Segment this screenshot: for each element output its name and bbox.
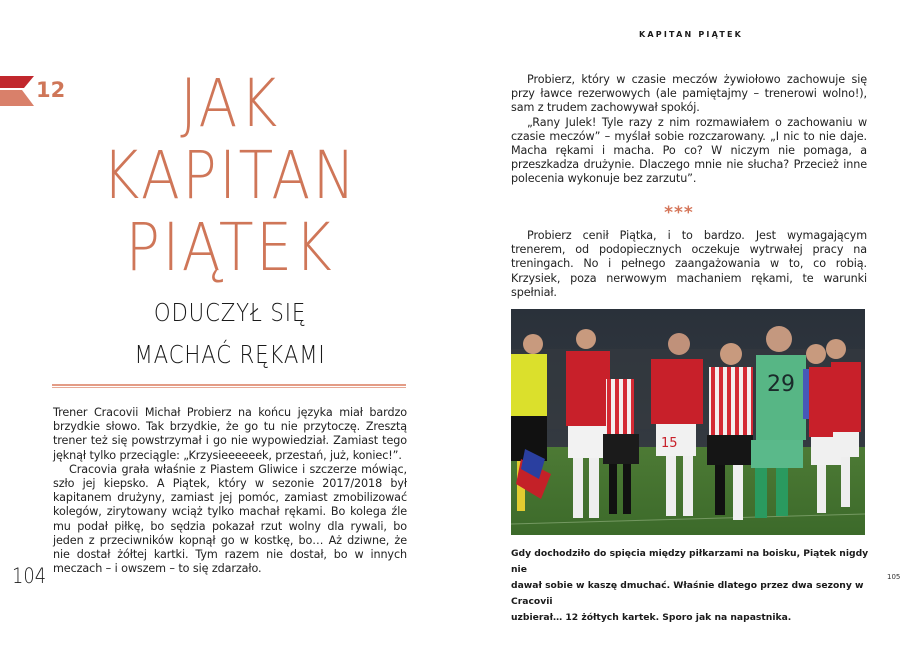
title-line: KAPITAN: [102, 137, 358, 214]
referee-figure: [511, 334, 551, 511]
match-photo: [511, 309, 865, 535]
left-body-text: [53, 406, 407, 576]
section-break: ***: [664, 203, 694, 223]
running-head: KAPITAN PIĄTEK: [639, 30, 744, 39]
jersey-number: 29: [767, 372, 795, 397]
right-body-text-top: [511, 73, 867, 187]
caption-line: Gdy dochodziło do spięcia między piłkarzami na boisku, Piątek nigdy nie: [511, 548, 869, 575]
paragraph: Cracovia grała właśnie z Piastem Gliwice i szczerze mówiąc, szło jej kiepsko. A Piątek, który w sezonie 2017/2018 był kapitanem drużyny, zamiast jej pomóc, zamiast zmobilizować kolegów, zirytowany wciąż tylko machał rękami. Bo kolega źle mu podał piłkę, bo sędzia pokazał rzut wolny dla rywali, bo jeden z przeciwników kopnął go w kostkę, bo… Aż dziwne, że nie dostał żółtej kartki. Tym razem nie dostał, bo w innych meczach – i owszem – to się zdarzało.: [53, 462, 407, 576]
caption-line: dawał sobie w kaszę dmuchać. Właśnie dlatego przez dwa sezony w Cracovii: [511, 580, 864, 607]
chapter-title: [80, 65, 380, 286]
title-line: JAK: [180, 65, 280, 142]
subtitle-line: MACHAĆ RĘKAMI: [134, 340, 326, 369]
paragraph: Probierz, który w czasie meczów żywiołowo zachowuje się przy ławce rezerwowych (ale pamiętajmy – trenerowi wolno!), sam z trudem zachowywał spokój.: [511, 73, 867, 115]
paragraph: Trener Cracovii Michał Probierz na końcu języka miał bardzo brzydkie słowo. Tak brzydkie, że go tu nie przytoczę. Zresztą trener też się powstrzymał i go nie wypowiedział. Zamiast tego jęknął tylko przeciągle: „Krzysieeeeeek, przestań, już, koniec!”.: [53, 406, 407, 462]
photo-caption: [511, 546, 871, 626]
paragraph: „Rany Julek! Tyle razy z nim rozmawiałem o zachowaniu w czasie meczów” – myślał sobie rozczarowany. „I nic to nie daje. Macha rękami i macha. Po co? W niczym nie pomaga, a przeszkadza drużynie. Dlaczego mnie nie słucha? Przecież inne polecenia wykonuje bez zarzutu”.: [511, 115, 867, 186]
right-body-text-bottom: [511, 229, 867, 300]
football-players-image: [511, 309, 865, 535]
shorts-number: 15: [661, 436, 678, 451]
right-page: [459, 0, 918, 666]
title-line: PIĄTEK: [125, 209, 335, 286]
subtitle-line: ODUCZYŁ SIĘ: [153, 298, 307, 327]
title-divider: [52, 384, 406, 388]
paragraph: Probierz cenił Piątka, i to bardzo. Jest wymagającym trenerem, od podopiecznych oczekuje wytrwałej pracy na treningach. No i pełnego zaangażowania w to, co robią. Krzysiek, poza nerwowym machaniem rękami, te warunki spełniał.: [511, 229, 867, 299]
chapter-number: 12: [36, 78, 66, 102]
page-number-right: 105: [887, 573, 901, 581]
chapter-ribbon-icon: [0, 76, 36, 112]
caption-line: uzbierał… 12 żółtych kartek. Sporo jak na napastnika.: [511, 612, 792, 623]
chapter-marker: [0, 76, 70, 112]
page-number-left: 104: [12, 564, 47, 588]
chapter-subtitle: [80, 292, 380, 376]
